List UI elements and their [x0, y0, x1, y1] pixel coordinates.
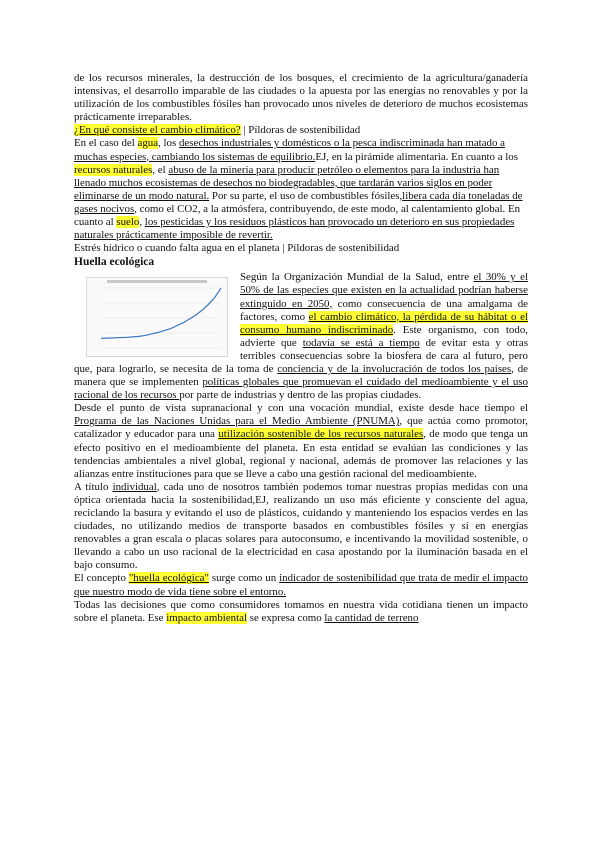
- highlight: el cambio climático, la pérdida de su hábitat o el consumo humano indiscriminado: [240, 310, 528, 336]
- span: por parte de industrias y dentro de las propias ciudades.: [179, 389, 422, 402]
- span: , de modo que tenga un efecto positivo en el medioambiente del planeta. En esta entidad se evalúan las condiciones y las tendencias ambientales a nivel global, regional y nacional, además de promover las relaciones y las alianzas entre instituciones para que se lleve a cabo una gestión racional del medioambiente.: [74, 428, 528, 480]
- highlight: suelo: [116, 216, 140, 229]
- highlight: recursos naturales: [74, 163, 153, 176]
- link-site: Píldoras de sostenibilidad: [248, 124, 361, 137]
- paragraph-resources: [74, 137, 528, 242]
- span: surge como un: [208, 572, 280, 585]
- span: Desde el punto de vista supranacional y con una vocación mundial, existe desde hace tiempo el: [74, 402, 528, 415]
- span: , los: [158, 137, 179, 150]
- underline: abuso de la minería para producir petróleo o elementos para la industria han llenado muchos ecosistemas de desechos no biodegradables, que tardarán varios siglos en poder eliminarse de un modo natural.: [74, 163, 500, 202]
- link-water-stress[interactable]: Estrés hídrico o cuando falta agua en el planeta | Píldoras de sostenibilidad: [74, 242, 400, 255]
- underline: todavía se está a tiempo: [302, 336, 420, 349]
- highlight: utilización sostenible de los recursos naturales: [218, 428, 424, 441]
- span: , cada uno de nosotros también podemos tomar nuestras propias medidas con una óptica orientada hacia la sostenibilidad,EJ, realizando un uso más eficiente y consciente del agua, reciclando la basura y evitando el uso de plásticos, cuidando y manteniendo los espacios verdes en las ciudades, no utilizando medios de transporte basados en combustibles fósiles y sí en energías renovables a gran escala o placas solares para autoconsumo, e incentivando la movilidad sostenible, o llevando a cabo un uso racional de la electricidad en casa apostando por la iluminación basada en el bajo consumo.: [74, 480, 529, 572]
- underline: el 30% y el 50% de las especies que existen en la actualidad podrían haberse extinguido en 2050,: [240, 271, 529, 310]
- paragraph-individual: [74, 481, 528, 573]
- span: de evitar esta y otras terribles consecuencias sobre la biosfera de cara al futuro, pero que, para lograrlo, se necesita de la toma de: [74, 336, 528, 375]
- highlight: agua: [137, 137, 159, 150]
- link-separator: |: [240, 124, 249, 137]
- underline: conciencia y de la involucración de todos los países: [277, 362, 512, 375]
- underline: la cantidad de terreno: [324, 611, 419, 624]
- span: A título: [74, 480, 113, 493]
- span: se expresa como: [246, 611, 325, 624]
- span: El concepto: [74, 572, 129, 585]
- underline: políticas globales que promuevan el cuidado del medioambiente y el uso racional de los recursos: [74, 376, 528, 402]
- span: EJ, en la pirámide alimentaria. En cuanto a los: [315, 150, 518, 163]
- span: , como el CO2, a la atmósfera, contribuyendo, de este modo, al calentamiento global. En cuanto al: [74, 202, 521, 229]
- span: En el caso del: [74, 137, 138, 150]
- paragraph-concept: [74, 572, 528, 598]
- underline: indicador de sostenibilidad que trata de medir el impacto que nuestro modo de vida tiene sobre el entorno.: [74, 572, 528, 598]
- highlight: "huella ecológica": [128, 572, 209, 585]
- span: , que actúa como promotor, catalizador y educador para una: [74, 415, 528, 441]
- span: ,: [139, 216, 145, 229]
- underline: Programa de las Naciones Unidas para el Medio Ambiente (PNUMA): [74, 415, 400, 428]
- chart-svg: [87, 278, 227, 356]
- chart-title-blur: [107, 280, 207, 283]
- link-climate-change[interactable]: [74, 124, 528, 137]
- span: Por su parte, el uso de combustibles fósiles,: [209, 189, 403, 202]
- footprint-chart-image: [86, 277, 228, 357]
- paragraph-decisions: [74, 599, 528, 625]
- document-body: [74, 72, 528, 625]
- paragraph-pnuma: [74, 402, 528, 481]
- underline: individual: [112, 480, 157, 493]
- span: Según la Organización Mundial de la Salud, entre: [240, 271, 474, 284]
- span: como consecuencia de una amalgama de factores, como: [240, 297, 528, 323]
- section-heading: Huella ecológica: [74, 256, 155, 269]
- chart-series-line: [101, 288, 221, 338]
- paragraph-ecosystem-damage: de los recursos minerales, la destrucción de los bosques, el crecimiento de la agricultura/ganadería intensivas, el desarrollo imparable de las ciudades o la apuesta por las energías no renovables y por la utilización de los combustibles fósiles han provocado unos niveles de deterioro de muchos ecosistemas prácticamente irreparables.: [74, 72, 528, 124]
- underline: los pesticidas y los residuos plásticos han provocado un deterioro en sus propiedades naturales prácticamente imposible de revertir.: [74, 216, 515, 242]
- span: , el: [152, 163, 169, 176]
- span: , de manera que se implementen: [74, 362, 528, 389]
- span: . Este organismo, con todo, advierte que: [240, 323, 528, 349]
- link-title[interactable]: ¿En qué consiste el cambio climático?: [74, 124, 241, 137]
- underline: desechos industriales y domésticos o la pesca indiscriminada han matado a muchas especies, cambiando los sistemas de equilibrio.: [74, 137, 505, 163]
- span: Todas las decisiones que como consumidores tomamos en nuestra vida cotidiana tienen un impacto sobre el planeta. Ese: [74, 598, 528, 624]
- underline: libera cada día toneladas de gases nocivos: [74, 189, 523, 215]
- highlight: impacto ambiental: [166, 611, 247, 624]
